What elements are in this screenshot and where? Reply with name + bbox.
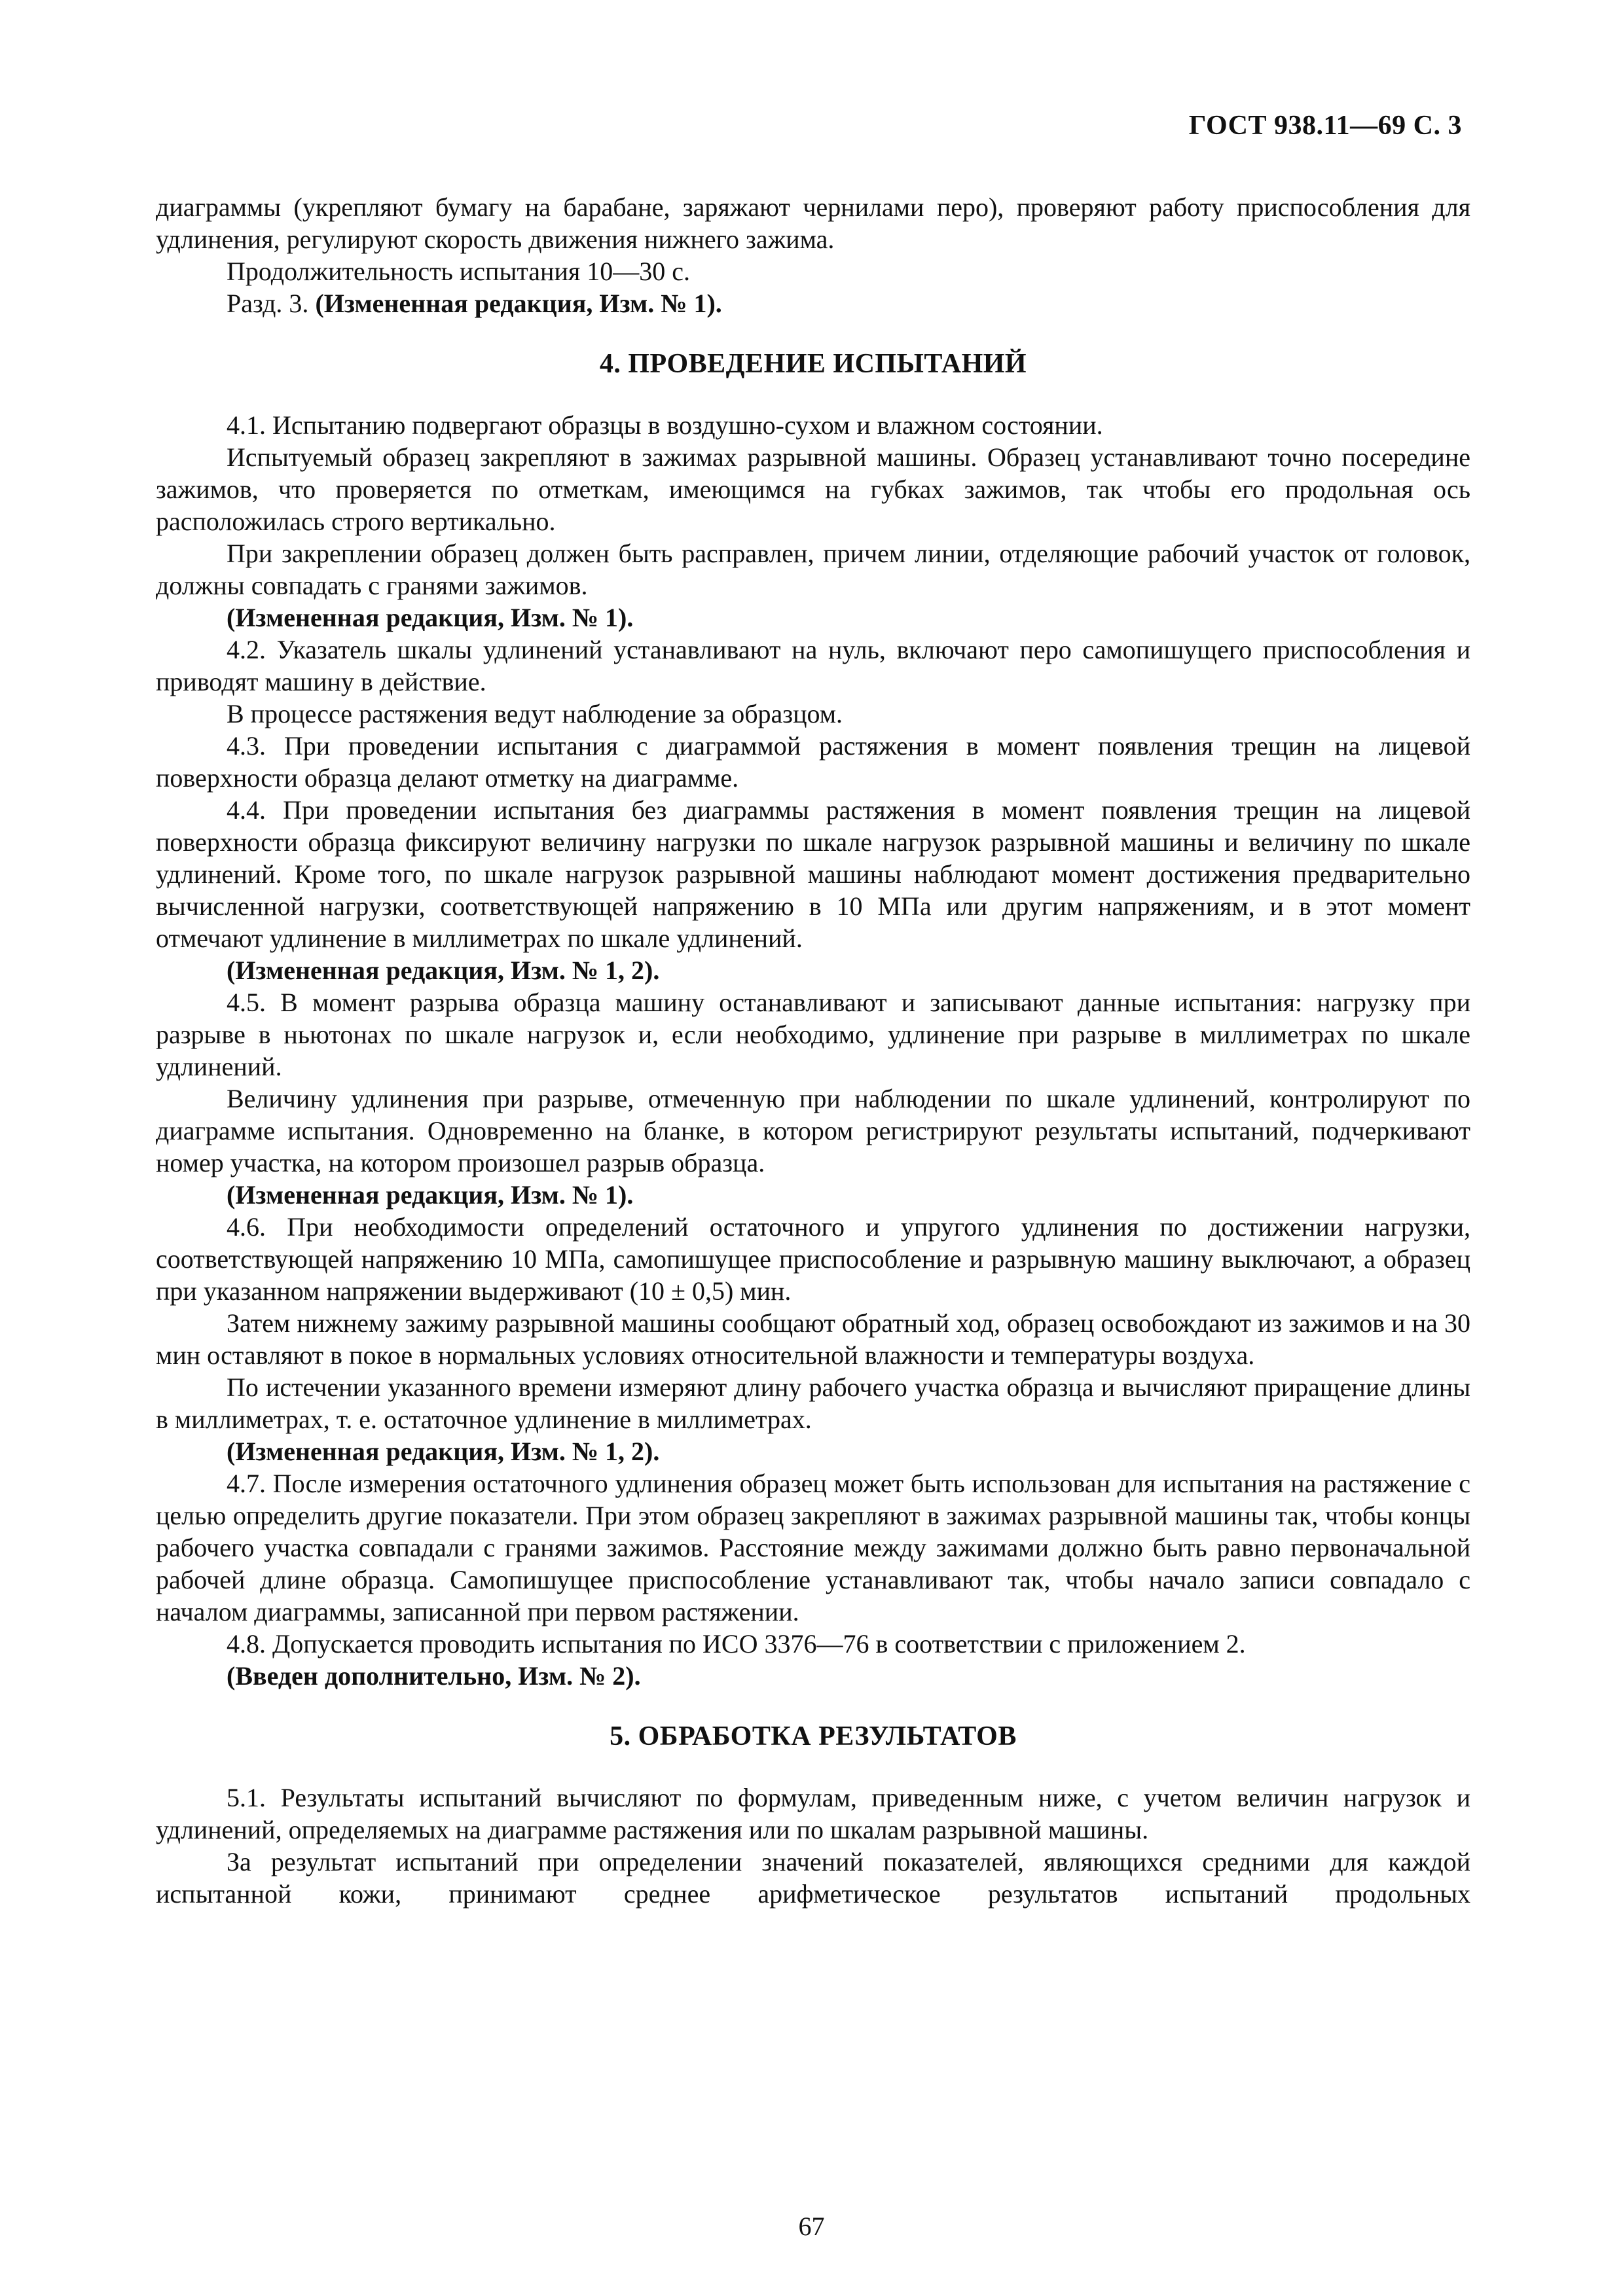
paragraph-5-1: 5.1. Результаты испытаний вычисляют по формулам, приведенным ниже, с учетом величин нагрузок и удлинений, определяемых на диаграмме растяжения или по шкалам разрывной машины.	[156, 1783, 1470, 1844]
amendment-note: (Измененная редакция, Изм. № 1, 2).	[227, 1437, 660, 1466]
paragraph-4-4: 4.4. При проведении испытания без диаграммы растяжения в момент появления трещин на лицевой поверхности образца фиксируют величину нагрузки по шкале нагрузок разрывной машины и величину по шкале удлинений. Кроме того, по шкале нагрузок разрывной машины наблюдают момент достижения предварительно вычисленной нагрузки, соответствующей напряжению в 10 МПа или другим напряжениям, и в этот момент отмечают удлинение в миллиметрах по шкале удлинений.	[156, 795, 1470, 953]
section-heading-5: 5. ОБРАБОТКА РЕЗУЛЬТАТОВ	[610, 1721, 1017, 1751]
paragraph-4-6-b: Затем нижнему зажиму разрывной машины сообщают обратный ход, образец освобождают из зажимов и на 30 мин оставляют в покое в нормальных условиях относительной влажности и температуры воздуха.	[156, 1308, 1470, 1370]
amendment-note: (Измененная редакция, Изм. № 1).	[227, 1180, 634, 1210]
paragraph-4-8: 4.8. Допускается проводить испытания по ИСО 3376—76 в соответствии с приложением 2.	[227, 1629, 1246, 1659]
paragraph-4-1-c: При закреплении образец должен быть расправлен, причем линии, отделяющие рабочий участок от головок, должны совпадать с гранями зажимов.	[156, 539, 1470, 600]
paragraph-intro-continuation: диаграммы (укрепляют бумагу на барабане, заряжают чернилами перо), проверяют работу приспособления для удлинения, регулируют скорость движения нижнего зажима.	[156, 192, 1470, 254]
page-number: 67	[798, 2212, 825, 2241]
paragraph-4-6: 4.6. При необходимости определений остаточного и упругого удлинения по достижении нагрузки, соответствующей напряжению 10 МПа, самопишущее приспособление и разрывную машину выключают, а образец при указанном напряжении выдерживают (10 ± 0,5) мин.	[156, 1212, 1470, 1306]
paragraph-4-2-b: В процессе растяжения ведут наблюдение за образцом.	[227, 699, 843, 728]
document-body	[156, 191, 1470, 1910]
section3-ref: Разд. 3.	[227, 289, 316, 318]
paragraph-4-5-b: Величину удлинения при разрыве, отмеченную при наблюдении по шкале удлинений, контролируют по диаграмме испытания. Одновременно на бланке, в котором регистрируют результаты испытаний, подчеркивают номер участка, на котором произошел разрыв образца.	[156, 1084, 1470, 1177]
paragraph-4-3: 4.3. При проведении испытания с диаграммой растяжения в момент появления трещин на лицевой поверхности образца делают отметку на диаграмме.	[156, 731, 1470, 793]
amendment-note: (Введен дополнительно, Изм. № 2).	[227, 1661, 641, 1691]
paragraph-4-1-b: Испытуемый образец закрепляют в зажимах разрывной машины. Образец устанавливают точно посередине зажимов, что проверяется по отметкам, имеющимся на губках зажимов, так чтобы его продольная ось расположилась строго вертикально.	[156, 442, 1470, 536]
paragraph-4-5: 4.5. В момент разрыва образца машину останавливают и записывают данные испытания: нагрузку при разрыве в ньютонах по шкале нагрузок и, если необходимо, удлинение при разрыве в миллиметрах по шкале удлинений.	[156, 988, 1470, 1081]
paragraph-4-6-c: По истечении указанного времени измеряют длину рабочего участка образца и вычисляют приращение длины в миллиметрах, т. е. остаточное удлинение в миллиметрах.	[156, 1372, 1470, 1434]
running-title: ГОСТ 938.11—69 С. 3	[1188, 111, 1462, 141]
paragraph-5-1-b: За результат испытаний при определении значений показателей, являющихся средними для каждой испытанной кожи, принимают среднее арифметическое результатов испытаний продольных	[156, 1847, 1470, 1909]
amendment-note: (Измененная редакция, Изм. № 1, 2).	[227, 956, 660, 985]
amendment-note: (Измененная редакция, Изм. № 1).	[227, 603, 634, 632]
paragraph-test-duration: Продолжительность испытания 10—30 с.	[227, 257, 691, 286]
paragraph-4-1: 4.1. Испытанию подвергают образцы в воздушно-сухом и влажном состоянии.	[227, 410, 1103, 440]
paragraph-4-7: 4.7. После измерения остаточного удлинения образец может быть использован для испытания на растяжение с целью определить другие показатели. При этом образец закрепляют в зажимах разрывной машины так, чтобы концы рабочего участка совпадали с гранями зажимов. Расстояние между зажимами должно быть равно первоначальной рабочей длине образца. Самопишущее приспособление устанавливают так, чтобы начало записи совпадало с началом диаграммы, записанной при первом растяжении.	[156, 1469, 1470, 1626]
section-heading-4: 4. ПРОВЕДЕНИЕ ИСПЫТАНИЙ	[599, 349, 1027, 379]
amendment-note: (Измененная редакция, Изм. № 1).	[315, 289, 722, 318]
paragraph-4-2: 4.2. Указатель шкалы удлинений устанавливают на нуль, включают перо самопишущего приспособления и приводят машину в действие.	[156, 635, 1470, 696]
paragraph-section3-amendment	[156, 287, 1470, 319]
